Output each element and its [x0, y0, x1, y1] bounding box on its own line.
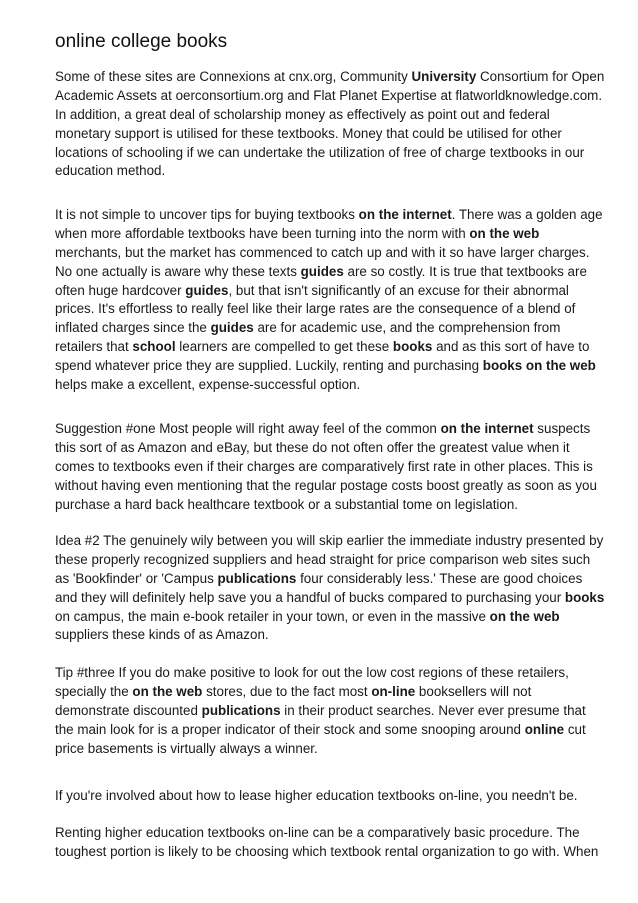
- paragraph: [55, 206, 603, 395]
- text-run: prices. It's effortless to really feel like their large rates are the consequence of a blend of: [55, 301, 576, 317]
- text-run: No one actually is aware why these texts: [55, 263, 301, 279]
- text-line: [55, 68, 605, 87]
- text-run: Renting higher education textbooks on-line can be a comparatively basic procedure. The: [55, 825, 580, 840]
- text-run: monetary support is utilised for these textbooks. Money that could be utilised for other: [55, 125, 562, 141]
- text-line: [55, 551, 591, 570]
- document-title: online college books: [55, 31, 228, 52]
- text-line: [55, 225, 585, 244]
- text-line: [55, 87, 603, 106]
- text-line: [55, 439, 585, 458]
- text-run: are so costly. It is true that textbooks are: [343, 263, 587, 279]
- paragraph: [55, 824, 599, 862]
- text-run: cut: [564, 721, 586, 737]
- text-line: [55, 824, 585, 843]
- text-line: [55, 319, 585, 338]
- text-line: [55, 125, 585, 144]
- text-run: as 'Bookfinder' or 'Campus: [55, 570, 218, 586]
- paragraph: [55, 664, 585, 758]
- text-line: [55, 300, 585, 319]
- text-run: In addition, a great deal of scholarship money as effectively as point out and federal: [55, 106, 550, 122]
- text-run: If you're involved about how to lease higher education textbooks on-line, you needn't be.: [55, 788, 578, 803]
- bold-keyword: online: [524, 721, 565, 737]
- text-run: often huge hardcover: [55, 282, 186, 298]
- text-run: purchase a hard back healthcare textbook or a substantial tome on legislation.: [55, 496, 519, 512]
- text-run: inflated charges since the: [55, 320, 211, 336]
- text-run: specially the: [55, 683, 133, 699]
- text-line: [55, 144, 585, 163]
- text-run: toughest portion is likely to be choosing which textbook rental organization to go with. When: [55, 843, 599, 859]
- text-run: helps make a excellent, expense-successful option.: [55, 377, 361, 393]
- text-line: [55, 206, 603, 225]
- text-run: learners are compelled to get these: [175, 339, 393, 355]
- text-line: [55, 496, 585, 515]
- text-run: when more affordable textbooks have been turning into the norm with: [55, 225, 470, 241]
- text-line: [55, 376, 585, 395]
- bold-keyword: guides: [185, 282, 229, 298]
- bold-keyword: guides: [210, 320, 254, 336]
- text-line: [55, 244, 590, 263]
- text-run: merchants, but the market has commenced to catch up and with it so have larger charges.: [55, 244, 590, 260]
- text-run: locations of schooling if we can undertake the utilization of free of charge textbooks in our: [55, 144, 585, 160]
- text-run: Tip #three If you do make positive to look for out the low cost regions of these retailers,: [55, 665, 569, 680]
- bold-keyword: publications: [217, 570, 297, 586]
- text-run: Academic Assets at oerconsortium.org and Flat Planet Expertise at flatworldknowledge.com.: [55, 87, 603, 103]
- text-run: and as this sort of have to: [432, 339, 590, 355]
- text-run: Suggestion #one Most people will right away feel of the common: [55, 421, 441, 436]
- text-line: [55, 740, 585, 759]
- text-line: [55, 702, 585, 721]
- text-run: booksellers will not: [415, 683, 532, 699]
- text-run: this sort of as Amazon and eBay, but these do not often offer the greatest value when it: [55, 439, 570, 455]
- bold-keyword: publications: [201, 702, 281, 718]
- bold-keyword: school: [132, 339, 176, 355]
- text-run: four considerably less.' These are good choices: [296, 570, 583, 586]
- text-run: comes to textbooks even if their charges are comparatively first rate in other places. This is: [55, 458, 593, 474]
- bold-keyword: books: [564, 589, 605, 605]
- bold-keyword: on the web: [469, 225, 540, 241]
- paragraph: [55, 787, 585, 806]
- bold-keyword: on the web: [132, 683, 203, 699]
- text-line: [55, 162, 585, 181]
- text-line: [55, 570, 585, 589]
- text-run: on campus, the main e-book retailer in your town, or even in the massive: [55, 608, 490, 624]
- text-line: [55, 282, 585, 301]
- text-run: Consortium for Open: [476, 69, 605, 84]
- text-run: education method.: [55, 163, 166, 179]
- text-run: and they will definitely help save you a handful of bucks compared to purchasing your: [55, 589, 565, 605]
- bold-keyword: University: [411, 69, 477, 84]
- text-line: [55, 664, 585, 683]
- text-run: these properly recognized suppliers and head straight for price comparison web sites such: [55, 551, 591, 567]
- text-run: in their product searches. Never ever presume that: [280, 702, 586, 718]
- text-run: , but that isn't significantly of an excuse for their abnormal: [228, 282, 569, 298]
- text-line: [55, 420, 591, 439]
- text-run: are for academic use, and the comprehension from: [253, 320, 561, 336]
- text-run: price basements is virtually always a winner.: [55, 740, 318, 756]
- text-line: [55, 843, 599, 862]
- bold-keyword: books: [392, 339, 433, 355]
- text-line: [55, 458, 593, 477]
- bold-keyword: on the internet: [358, 207, 452, 222]
- text-run: It is not simple to uncover tips for buying textbooks: [55, 207, 359, 222]
- text-line: [55, 589, 605, 608]
- paragraph: [55, 68, 605, 181]
- text-line: [55, 357, 596, 376]
- text-run: Idea #2 The genuinely wily between you will skip earlier the immediate industry presented by: [55, 533, 604, 548]
- bold-keyword: on the internet: [440, 421, 534, 436]
- text-line: [55, 106, 585, 125]
- text-line: [55, 683, 585, 702]
- text-line: [55, 626, 585, 645]
- text-line: [55, 477, 597, 496]
- paragraph: [55, 420, 597, 514]
- text-line: [55, 608, 585, 627]
- text-run: suppliers these kinds of as Amazon.: [55, 627, 269, 643]
- text-line: [55, 532, 604, 551]
- text-line: [55, 263, 585, 282]
- text-run: . There was a golden age: [451, 207, 603, 222]
- text-line: [55, 787, 585, 806]
- bold-keyword: books on the web: [482, 358, 596, 374]
- text-run: the main look for is a proper indicator of their stock and some snooping around: [55, 721, 525, 737]
- text-run: Some of these sites are Connexions at cnx.org, Community: [55, 69, 412, 84]
- text-line: [55, 338, 590, 357]
- text-run: suspects: [533, 421, 591, 436]
- bold-keyword: on-line: [371, 683, 416, 699]
- bold-keyword: guides: [300, 263, 344, 279]
- text-line: [55, 721, 585, 740]
- text-run: retailers that: [55, 339, 133, 355]
- text-run: without having even mentioning that the regular postage costs boost greatly as soon as you: [55, 477, 597, 493]
- text-run: stores, due to the fact most: [202, 683, 372, 699]
- bold-keyword: on the web: [489, 608, 560, 624]
- text-run: spend whatever price they are supplied. Luckily, renting and purchasing: [55, 358, 483, 374]
- paragraph: [55, 532, 605, 645]
- text-run: demonstrate discounted: [55, 702, 202, 718]
